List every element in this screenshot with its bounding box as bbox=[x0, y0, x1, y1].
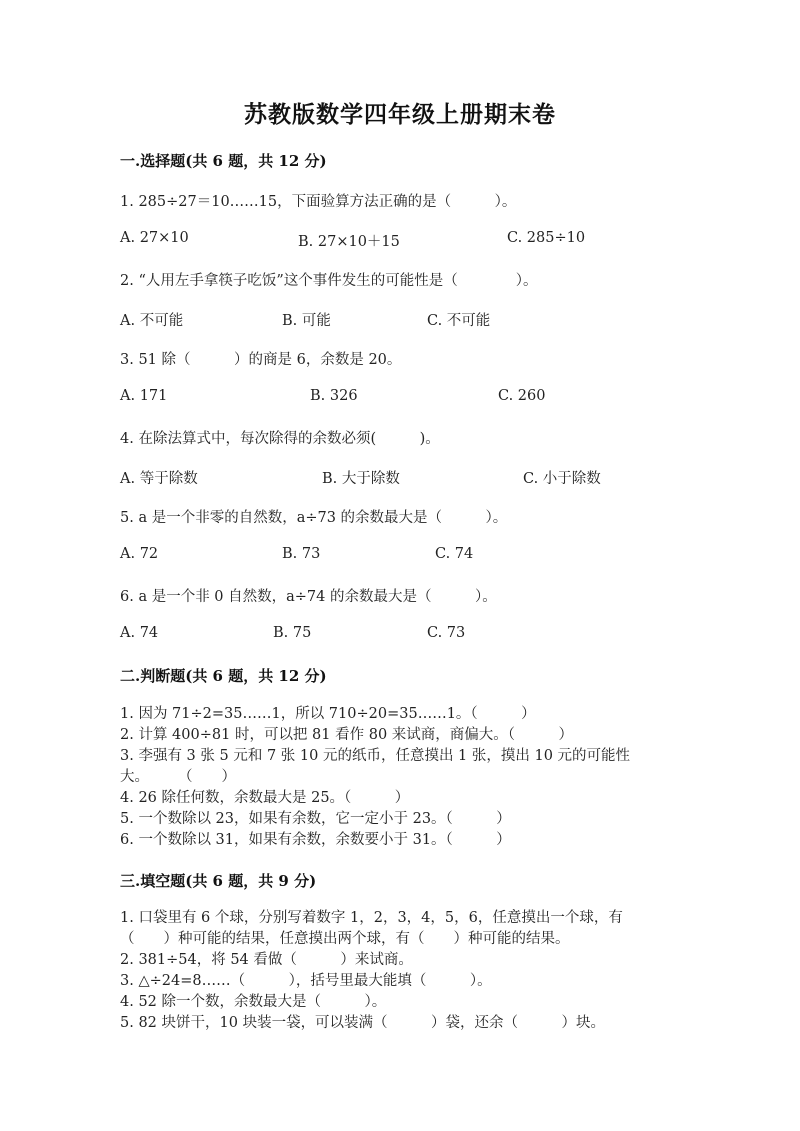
choice-3-option-c: C. 260 bbox=[498, 388, 546, 404]
fill-line-5: 5. 82 块饼干，10 块装一袋，可以装满（ ）袋，还余（ ）块。 bbox=[120, 1015, 606, 1031]
choice-3-option-a: A. 171 bbox=[120, 388, 168, 404]
fill-line-4: 4. 52 除一个数，余数最大是（ ）。 bbox=[120, 994, 387, 1010]
choice-1-option-b: B. 27×10＋15 bbox=[298, 234, 400, 250]
choice-3-option-b: B. 326 bbox=[310, 388, 358, 404]
choice-4-option-a: A. 等于除数 bbox=[120, 471, 198, 487]
judge-line-2: 2. 计算 400÷81 时，可以把 81 看作 80 来试商，商偏大。（ ） bbox=[120, 727, 574, 743]
choice-6-option-b: B. 75 bbox=[273, 625, 312, 641]
section-heading-fill: 三.填空题(共 6 题，共 9 分) bbox=[120, 872, 317, 890]
fill-line-2: 2. 381÷54，将 54 看做（ ）来试商。 bbox=[120, 952, 413, 968]
judge-line-3-cont: 大。 （ ） bbox=[120, 769, 236, 785]
judge-line-1: 1. 因为 71÷2=35……1，所以 710÷20=35……1。（ ） bbox=[120, 706, 536, 722]
fill-line-3: 3. △÷24=8……（ ），括号里最大能填（ ）。 bbox=[120, 973, 492, 989]
choice-2-option-a: A. 不可能 bbox=[120, 313, 184, 329]
choice-5-option-b: B. 73 bbox=[282, 546, 321, 562]
choice-2-option-c: C. 不可能 bbox=[427, 313, 491, 329]
choice-question-2: 2. “人用左手拿筷子吃饭”这个事件发生的可能性是（ ）。 bbox=[120, 273, 538, 289]
choice-question-6: 6. a 是一个非 0 自然数，a÷74 的余数最大是（ ）。 bbox=[120, 589, 497, 605]
choice-question-4: 4. 在除法算式中，每次除得的余数必须( )。 bbox=[120, 431, 440, 447]
choice-2-option-b: B. 可能 bbox=[282, 313, 331, 329]
choice-question-3: 3. 51 除（ ）的商是 6，余数是 20。 bbox=[120, 352, 402, 368]
judge-line-4: 4. 26 除任何数，余数最大是 25。（ ） bbox=[120, 790, 410, 806]
section-heading-choice: 一.选择题(共 6 题，共 12 分) bbox=[120, 152, 327, 170]
choice-5-option-a: A. 72 bbox=[120, 546, 159, 562]
judge-line-6: 6. 一个数除以 31，如果有余数，余数要小于 31。（ ） bbox=[120, 832, 511, 848]
choice-4-option-b: B. 大于除数 bbox=[322, 471, 400, 487]
choice-1-option-a: A. 27×10 bbox=[120, 230, 189, 246]
judge-line-3: 3. 李强有 3 张 5 元和 7 张 10 元的纸币，任意摸出 1 张，摸出 10 元的可能性 bbox=[120, 748, 631, 764]
choice-4-option-c: C. 小于除数 bbox=[523, 471, 601, 487]
judge-line-5: 5. 一个数除以 23，如果有余数，它一定小于 23。（ ） bbox=[120, 811, 511, 827]
section-heading-judge: 二.判断题(共 6 题，共 12 分) bbox=[120, 667, 327, 685]
choice-question-5: 5. a 是一个非零的自然数，a÷73 的余数最大是（ ）。 bbox=[120, 510, 508, 526]
choice-1-option-c: C. 285÷10 bbox=[507, 230, 586, 246]
fill-line-1-cont: （ ）种可能的结果，任意摸出两个球，有（ ）种可能的结果。 bbox=[120, 931, 570, 947]
choice-6-option-a: A. 74 bbox=[120, 625, 159, 641]
choice-5-option-c: C. 74 bbox=[435, 546, 474, 562]
choice-question-1: 1. 285÷27＝10……15，下面验算方法正确的是（ ）。 bbox=[120, 194, 517, 210]
page-title: 苏教版数学四年级上册期末卷 bbox=[244, 101, 556, 128]
fill-line-1: 1. 口袋里有 6 个球，分别写着数字 1，2，3，4，5，6，任意摸出一个球，有 bbox=[120, 910, 623, 926]
choice-6-option-c: C. 73 bbox=[427, 625, 466, 641]
